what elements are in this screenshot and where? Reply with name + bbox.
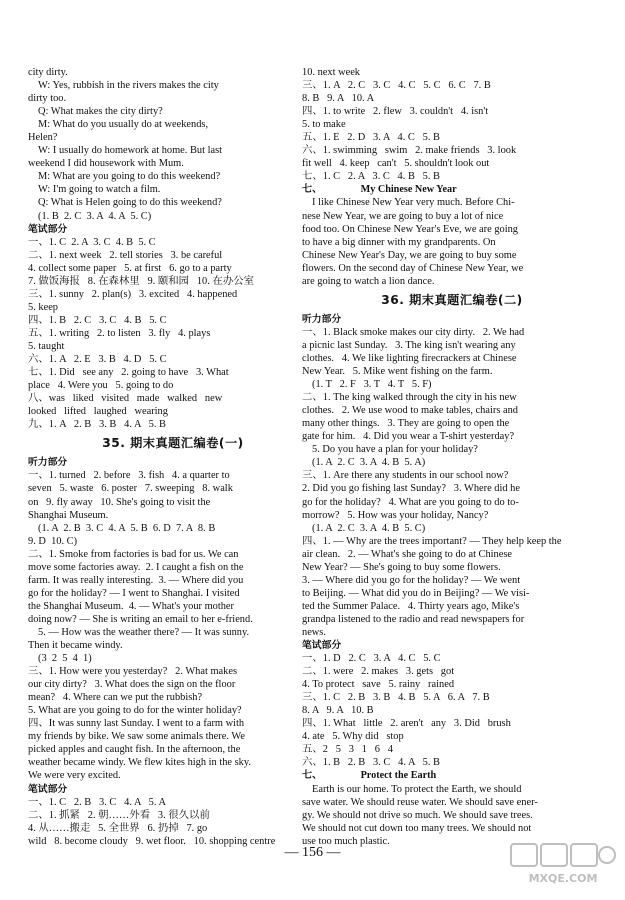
answer-line: (1. T 2. F 3. T 4. T 5. F) xyxy=(312,379,432,391)
answer-line: New Year? — She's going to buy some flowers. xyxy=(302,561,501,573)
answer-line: air clean. 2. — What's she going to do at Chinese xyxy=(302,548,513,560)
answer-line: Chinese New Year's Day, we are going to buy some xyxy=(302,249,517,261)
answer-line: 五、1. E 2. D 3. A 4. C 5. B xyxy=(302,132,440,144)
answer-line: 三、1. sunny 2. plan(s) 3. excited 4. happened xyxy=(28,288,238,300)
essay-title-protect-earth: 七、 Protect the Earth xyxy=(302,770,437,782)
answer-line: go for the holiday? — I went to Shanghai. I visited xyxy=(28,587,240,599)
answer-line: place 4. Were you 5. going to do xyxy=(28,380,174,392)
answer-line: 5. to make xyxy=(302,119,346,131)
answer-line: 六、1. A 2. E 3. B 4. D 5. C xyxy=(28,354,167,366)
answer-line: 9. D 10. C) xyxy=(28,535,78,547)
section-title-36: 36. 期末真题汇编卷(二) xyxy=(381,292,523,307)
answer-line: city dirty. xyxy=(28,67,68,78)
answer-line: picked apples and caught fish. In the afternoon, the xyxy=(28,744,241,756)
answer-line: clothes. 4. We like lighting firecrackers at Chinese xyxy=(302,352,517,364)
answer-line: weekend I did housework with Mum. xyxy=(28,158,184,170)
left-column xyxy=(28,66,318,848)
answer-line: clothes. 2. We use wood to make tables, chairs and xyxy=(302,405,518,417)
answer-line: 四、1. B 2. C 3. C 4. B 5. C xyxy=(28,314,167,326)
answer-line: 4. To protect save 5. rainy rained xyxy=(302,679,455,691)
answer-line: 四、1. — Why are the trees important? — They help keep the xyxy=(302,535,562,547)
answer-line: 二、1. were 2. makes 3. gets got xyxy=(302,666,455,678)
answer-line: 八、was liked visited made walked new xyxy=(28,393,223,405)
answer-line: W: I'm going to watch a film. xyxy=(38,184,161,196)
answer-line: fit well 4. keep can't 5. shouldn't look out xyxy=(302,158,490,170)
answer-line: use too much plastic. xyxy=(302,835,390,847)
answer-line: 四、It was sunny last Sunday. I went to a farm with xyxy=(28,718,245,730)
answer-line: 5. keep xyxy=(28,301,59,313)
answer-line: 二、1. The king walked through the city in his new xyxy=(302,392,517,404)
answer-line: morrow? 5. How was your holiday, Nancy? xyxy=(302,509,489,521)
answer-line: grandpa listened to the radio and read newspapers for xyxy=(302,613,525,625)
answer-line: are going to watch a lion dance. xyxy=(302,275,435,287)
answer-line: Shanghai Museum. xyxy=(28,509,109,521)
answer-line: 五、2 5 3 1 6 4 xyxy=(302,744,393,756)
answer-line: 4. 从……搬走 5. 全世界 6. 扔掉 7. go xyxy=(28,822,208,834)
answer-line: farm. It was really interesting. 3. — Where did you xyxy=(28,574,244,586)
answer-line: food too. On Chinese New Year's Eve, we are going xyxy=(302,223,518,235)
answer-line: 4. ate 5. Why did stop xyxy=(302,731,404,743)
answer-line: 5. Do you have a plan for your holiday? xyxy=(312,444,478,456)
answer-line: New Year. 5. Mike went fishing on the farm. xyxy=(302,366,493,378)
answer-line: (1. B 2. C 3. A 4. A 5. C) xyxy=(38,210,152,222)
answer-line: 五、1. writing 2. to listen 3. fly 4. plays xyxy=(28,327,211,339)
answer-line: Q: What makes the city dirty? xyxy=(38,106,163,118)
answer-line: 九、1. A 2. B 3. B 4. A 5. B xyxy=(28,419,166,431)
answer-line: 六、1. B 2. B 3. C 4. A 5. B xyxy=(302,757,440,769)
answer-line: move some factories away. 2. I caught a fish on the xyxy=(28,561,244,573)
subsection-heading: 笔试部分 xyxy=(28,223,68,235)
answer-line: save water. We should reuse water. We should save ener- xyxy=(302,796,538,808)
section-title-35: 35. 期末真题汇编卷(一) xyxy=(102,436,244,451)
answer-line: 四、1. What little 2. aren't any 3. Did brush xyxy=(302,718,511,730)
answer-line: wild 8. become cloudy 9. wet floor. 10. shopping centre xyxy=(28,835,276,847)
answer-line: 2. Did you go fishing last Sunday? 3. Where did he xyxy=(302,483,520,495)
answer-line: my friends by bike. We saw some animals there. We xyxy=(28,731,245,743)
answer-line: 5. — How was the weather there? — It was sunny. xyxy=(38,626,250,638)
essay-protect-earth xyxy=(302,783,602,848)
answer-line: gate for him. 4. Did you wear a T-shirt yesterday? xyxy=(302,431,515,443)
watermark-logo-icon xyxy=(509,840,617,886)
answer-line: gy. We should not drive so much. We should save trees. xyxy=(302,809,533,821)
answer-line: 一、1. D 2. C 3. A 4. C 5. C xyxy=(302,653,441,665)
essay-chinese-new-year xyxy=(302,196,602,287)
subsection-heading: 听力部分 xyxy=(28,457,68,469)
answer-line: weather became windy. We flew kites high in the sky. xyxy=(28,757,251,769)
subsection-heading: 笔试部分 xyxy=(302,640,342,652)
answer-line: We should not cut down too many trees. We should not xyxy=(302,822,532,834)
answer-line: (1. A 2. C 3. A 4. B 5. C) xyxy=(312,522,426,534)
watermark-text: MXQE.COM xyxy=(528,872,598,885)
right-answer-lines xyxy=(302,66,602,183)
answer-line: 三、1. C 2. B 3. B 4. B 5. A 6. A 7. B xyxy=(302,692,490,704)
section-36-lines xyxy=(302,313,602,770)
answer-line: doing now? — She is writing an email to her e-friend. xyxy=(28,613,253,625)
subsection-heading: 笔试部分 xyxy=(28,783,68,795)
answer-line: 8. A 9. A 10. B xyxy=(302,705,374,717)
answer-line: 5. taught xyxy=(28,340,65,352)
section-35-lines xyxy=(28,456,318,847)
answer-line: nese New Year, we are going to buy a lot of nice xyxy=(302,210,504,222)
page-number: — 156 — xyxy=(284,845,341,860)
answer-line: (3 2 5 4 1) xyxy=(38,653,92,665)
answer-line: 10. next week xyxy=(302,67,360,78)
answer-line: the Shanghai Museum. 4. — What's your mother xyxy=(28,600,235,612)
answer-line: go for the holiday? 4. What are you going to do to- xyxy=(302,496,519,508)
answer-line: 三、1. A 2. C 3. C 4. C 5. C 6. C 7. B xyxy=(302,80,491,92)
answer-line: 六、1. swimming swim 2. make friends 3. look xyxy=(302,145,517,157)
answer-line: 一、1. C 2. B 3. C 4. A 5. A xyxy=(28,796,166,808)
answer-line: 四、1. to write 2. flew 3. couldn't 4. isn't xyxy=(302,106,489,118)
answer-line: I like Chinese New Year very much. Before Chi- xyxy=(312,197,515,209)
answer-line: W: Yes, rubbish in the rivers makes the city xyxy=(38,80,219,92)
answer-line: M: What do you usually do at weekends, xyxy=(38,119,209,131)
answer-line: Q: What is Helen going to do this weekend? xyxy=(38,197,222,209)
answer-line: 8. B 9. A 10. A xyxy=(302,93,375,105)
answer-line: ted the Summer Palace. 4. Thirty years ago, Mike's xyxy=(302,600,520,612)
answer-line: Then it became windy. xyxy=(28,640,123,652)
answer-line: 一、1. turned 2. before 3. fish 4. a quarter to xyxy=(28,470,230,482)
answer-line: news. xyxy=(302,626,326,638)
answer-line: 三、1. How were you yesterday? 2. What makes xyxy=(28,666,238,678)
answer-line: W: I usually do homework at home. But last xyxy=(38,145,223,157)
answer-line: 二、1. 抓紧 2. 朝……外看 3. 很久以前 xyxy=(28,809,210,821)
answer-line: on 9. fly away 10. She's going to visit the xyxy=(28,496,211,508)
answer-line: 5. What are you going to do for the winter holiday? xyxy=(28,705,242,717)
answer-line: many other things. 3. They are going to open the xyxy=(302,418,510,430)
answer-line: 一、1. C 2. A 3. C 4. B 5. C xyxy=(28,236,156,248)
answer-line: We were very excited. xyxy=(28,770,121,782)
answer-line: 二、1. next week 2. tell stories 3. be careful xyxy=(28,249,223,261)
answer-line: M: What are you going to do this weekend? xyxy=(38,171,221,183)
answer-line: Earth is our home. To protect the Earth, we should xyxy=(312,783,522,795)
answer-line: 二、1. Smoke from factories is bad for us. We can xyxy=(28,548,239,560)
answer-line: mean? 4. Where can we put the rubbish? xyxy=(28,692,203,704)
answer-line: 一、1. Black smoke makes our city dirty. 2. We had xyxy=(302,326,525,338)
right-column xyxy=(302,66,602,848)
answer-line: 4. collect some paper 5. at first 6. go to a party xyxy=(28,262,232,274)
answer-line: 七、1. C 2. A 3. C 4. B 5. B xyxy=(302,171,440,183)
subsection-heading: 听力部分 xyxy=(302,313,342,325)
answer-line: (1. A 2. C 3. A 4. B 5. A) xyxy=(312,457,426,469)
answer-line: dirty too. xyxy=(28,93,67,105)
answer-line: 7. 做饭海报 8. 在森林里 9. 颐和园 10. 在办公室 xyxy=(28,275,254,287)
answer-line: to have a big dinner with my grandparents. On xyxy=(302,236,496,248)
answer-line: seven 5. waste 6. poster 7. sweeping 8. walk xyxy=(28,483,233,495)
answer-line: our city dirty? 3. What does the sign on the floor xyxy=(28,679,236,691)
answer-line: to Beijing. — What did you do in Beijing? — We visi- xyxy=(302,587,530,599)
essay-title-chinese-new-year: 七、 My Chinese New Year xyxy=(302,184,457,196)
answer-line: (1. A 2. B 3. C 4. A 5. B 6. D 7. A 8. B xyxy=(38,522,216,534)
answer-line: 三、1. Are there any students in our school now? xyxy=(302,470,509,482)
answer-line: 七、1. Did see any 2. going to have 3. What xyxy=(28,367,229,379)
left-answer-lines xyxy=(28,66,318,431)
answer-line: looked lifted laughed wearing xyxy=(28,406,168,418)
answer-line: a picnic last Sunday. 3. The king isn't wearing any xyxy=(302,339,516,351)
answer-line: Helen? xyxy=(28,132,58,144)
answer-line: flowers. On the second day of Chinese New Year, we xyxy=(302,262,524,274)
answer-line: 3. — Where did you go for the holiday? — We went xyxy=(302,574,521,586)
